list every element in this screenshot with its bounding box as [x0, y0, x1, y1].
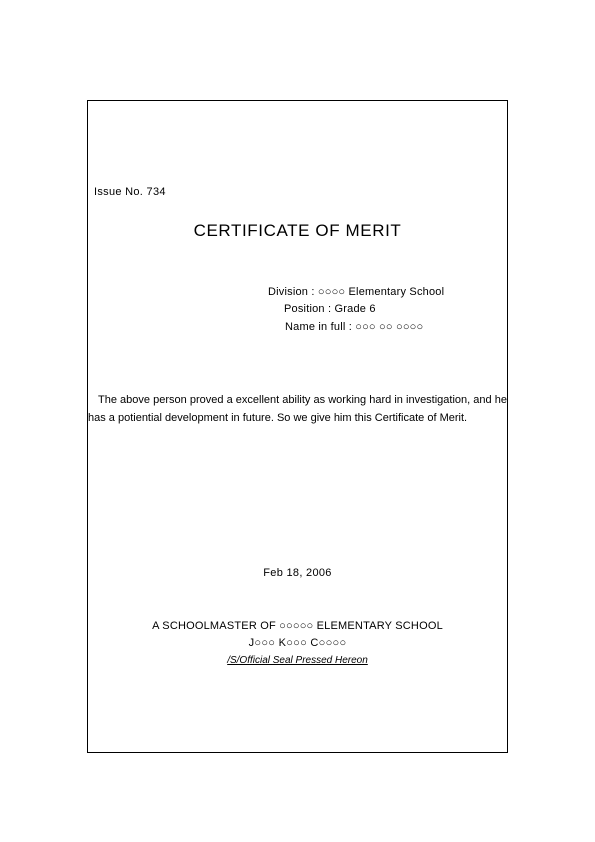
certificate-title: CERTIFICATE OF MERIT — [193, 221, 402, 240]
division-line: Division : ○○○○ Elementary School — [268, 286, 445, 298]
issue-number: Issue No. 734 — [94, 186, 166, 198]
schoolmaster-name: J○○○ K○○○ C○○○○ — [248, 637, 347, 649]
issue-date: Feb 18, 2006 — [263, 567, 332, 579]
schoolmaster-title: A SCHOOLMASTER OF ○○○○○ ELEMENTARY SCHOOL — [152, 620, 443, 632]
name-line: Name in full : ○○○ ○○ ○○○○ — [285, 321, 424, 333]
position-line: Position : Grade 6 — [284, 303, 376, 315]
official-seal-note — [87, 655, 508, 666]
official-seal-text: /S/Official Seal Pressed Hereon — [227, 655, 368, 666]
certificate-body: The above person proved a excellent ability as working hard in investigation, and he has a potiential development in future. So we give him this Certificate of Merit. — [88, 394, 507, 424]
